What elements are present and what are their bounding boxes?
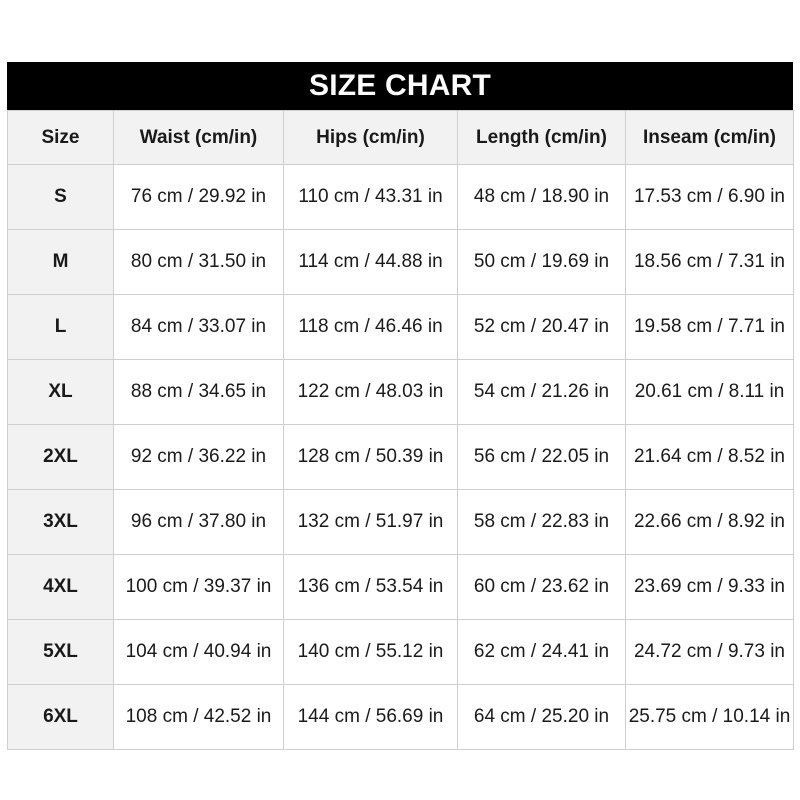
- size-cell: S: [8, 165, 114, 230]
- hips-cell: 118 cm / 46.46 in: [284, 295, 458, 360]
- waist-cell: 76 cm / 29.92 in: [114, 165, 284, 230]
- waist-cell: 96 cm / 37.80 in: [114, 490, 284, 555]
- table-row: [8, 230, 794, 295]
- column-header-hips: Hips (cm/in): [284, 111, 458, 165]
- size-cell: 3XL: [8, 490, 114, 555]
- waist-cell: 84 cm / 33.07 in: [114, 295, 284, 360]
- waist-cell: 104 cm / 40.94 in: [114, 620, 284, 685]
- inseam-cell: 18.56 cm / 7.31 in: [626, 230, 794, 295]
- size-table: [7, 110, 794, 750]
- waist-cell: 92 cm / 36.22 in: [114, 425, 284, 490]
- hips-cell: 122 cm / 48.03 in: [284, 360, 458, 425]
- table-header-row: [8, 111, 794, 165]
- table-row: [8, 685, 794, 750]
- table-row: [8, 620, 794, 685]
- hips-cell: 114 cm / 44.88 in: [284, 230, 458, 295]
- size-cell: 6XL: [8, 685, 114, 750]
- column-header-inseam: Inseam (cm/in): [626, 111, 794, 165]
- length-cell: 52 cm / 20.47 in: [458, 295, 626, 360]
- inseam-cell: 22.66 cm / 8.92 in: [626, 490, 794, 555]
- hips-cell: 136 cm / 53.54 in: [284, 555, 458, 620]
- size-cell: 4XL: [8, 555, 114, 620]
- waist-cell: 108 cm / 42.52 in: [114, 685, 284, 750]
- waist-cell: 100 cm / 39.37 in: [114, 555, 284, 620]
- table-row: [8, 360, 794, 425]
- inseam-cell: 19.58 cm / 7.71 in: [626, 295, 794, 360]
- table-row: [8, 165, 794, 230]
- hips-cell: 140 cm / 55.12 in: [284, 620, 458, 685]
- size-cell: L: [8, 295, 114, 360]
- length-cell: 54 cm / 21.26 in: [458, 360, 626, 425]
- length-cell: 50 cm / 19.69 in: [458, 230, 626, 295]
- length-cell: 56 cm / 22.05 in: [458, 425, 626, 490]
- inseam-cell: 17.53 cm / 6.90 in: [626, 165, 794, 230]
- column-header-size: Size: [8, 111, 114, 165]
- length-cell: 48 cm / 18.90 in: [458, 165, 626, 230]
- column-header-waist: Waist (cm/in): [114, 111, 284, 165]
- inseam-cell: 20.61 cm / 8.11 in: [626, 360, 794, 425]
- hips-cell: 110 cm / 43.31 in: [284, 165, 458, 230]
- inseam-cell: 23.69 cm / 9.33 in: [626, 555, 794, 620]
- waist-cell: 80 cm / 31.50 in: [114, 230, 284, 295]
- hips-cell: 132 cm / 51.97 in: [284, 490, 458, 555]
- hips-cell: 144 cm / 56.69 in: [284, 685, 458, 750]
- inseam-cell: 24.72 cm / 9.73 in: [626, 620, 794, 685]
- length-cell: 64 cm / 25.20 in: [458, 685, 626, 750]
- waist-cell: 88 cm / 34.65 in: [114, 360, 284, 425]
- hips-cell: 128 cm / 50.39 in: [284, 425, 458, 490]
- size-chart-title: SIZE CHART: [7, 62, 793, 110]
- size-cell: M: [8, 230, 114, 295]
- table-row: [8, 295, 794, 360]
- inseam-cell: 21.64 cm / 8.52 in: [626, 425, 794, 490]
- table-row: [8, 555, 794, 620]
- table-row: [8, 490, 794, 555]
- length-cell: 58 cm / 22.83 in: [458, 490, 626, 555]
- inseam-cell: 25.75 cm / 10.14 in: [626, 685, 794, 750]
- column-header-length: Length (cm/in): [458, 111, 626, 165]
- length-cell: 62 cm / 24.41 in: [458, 620, 626, 685]
- size-chart: [7, 62, 793, 750]
- table-row: [8, 425, 794, 490]
- size-cell: 2XL: [8, 425, 114, 490]
- size-cell: XL: [8, 360, 114, 425]
- size-cell: 5XL: [8, 620, 114, 685]
- length-cell: 60 cm / 23.62 in: [458, 555, 626, 620]
